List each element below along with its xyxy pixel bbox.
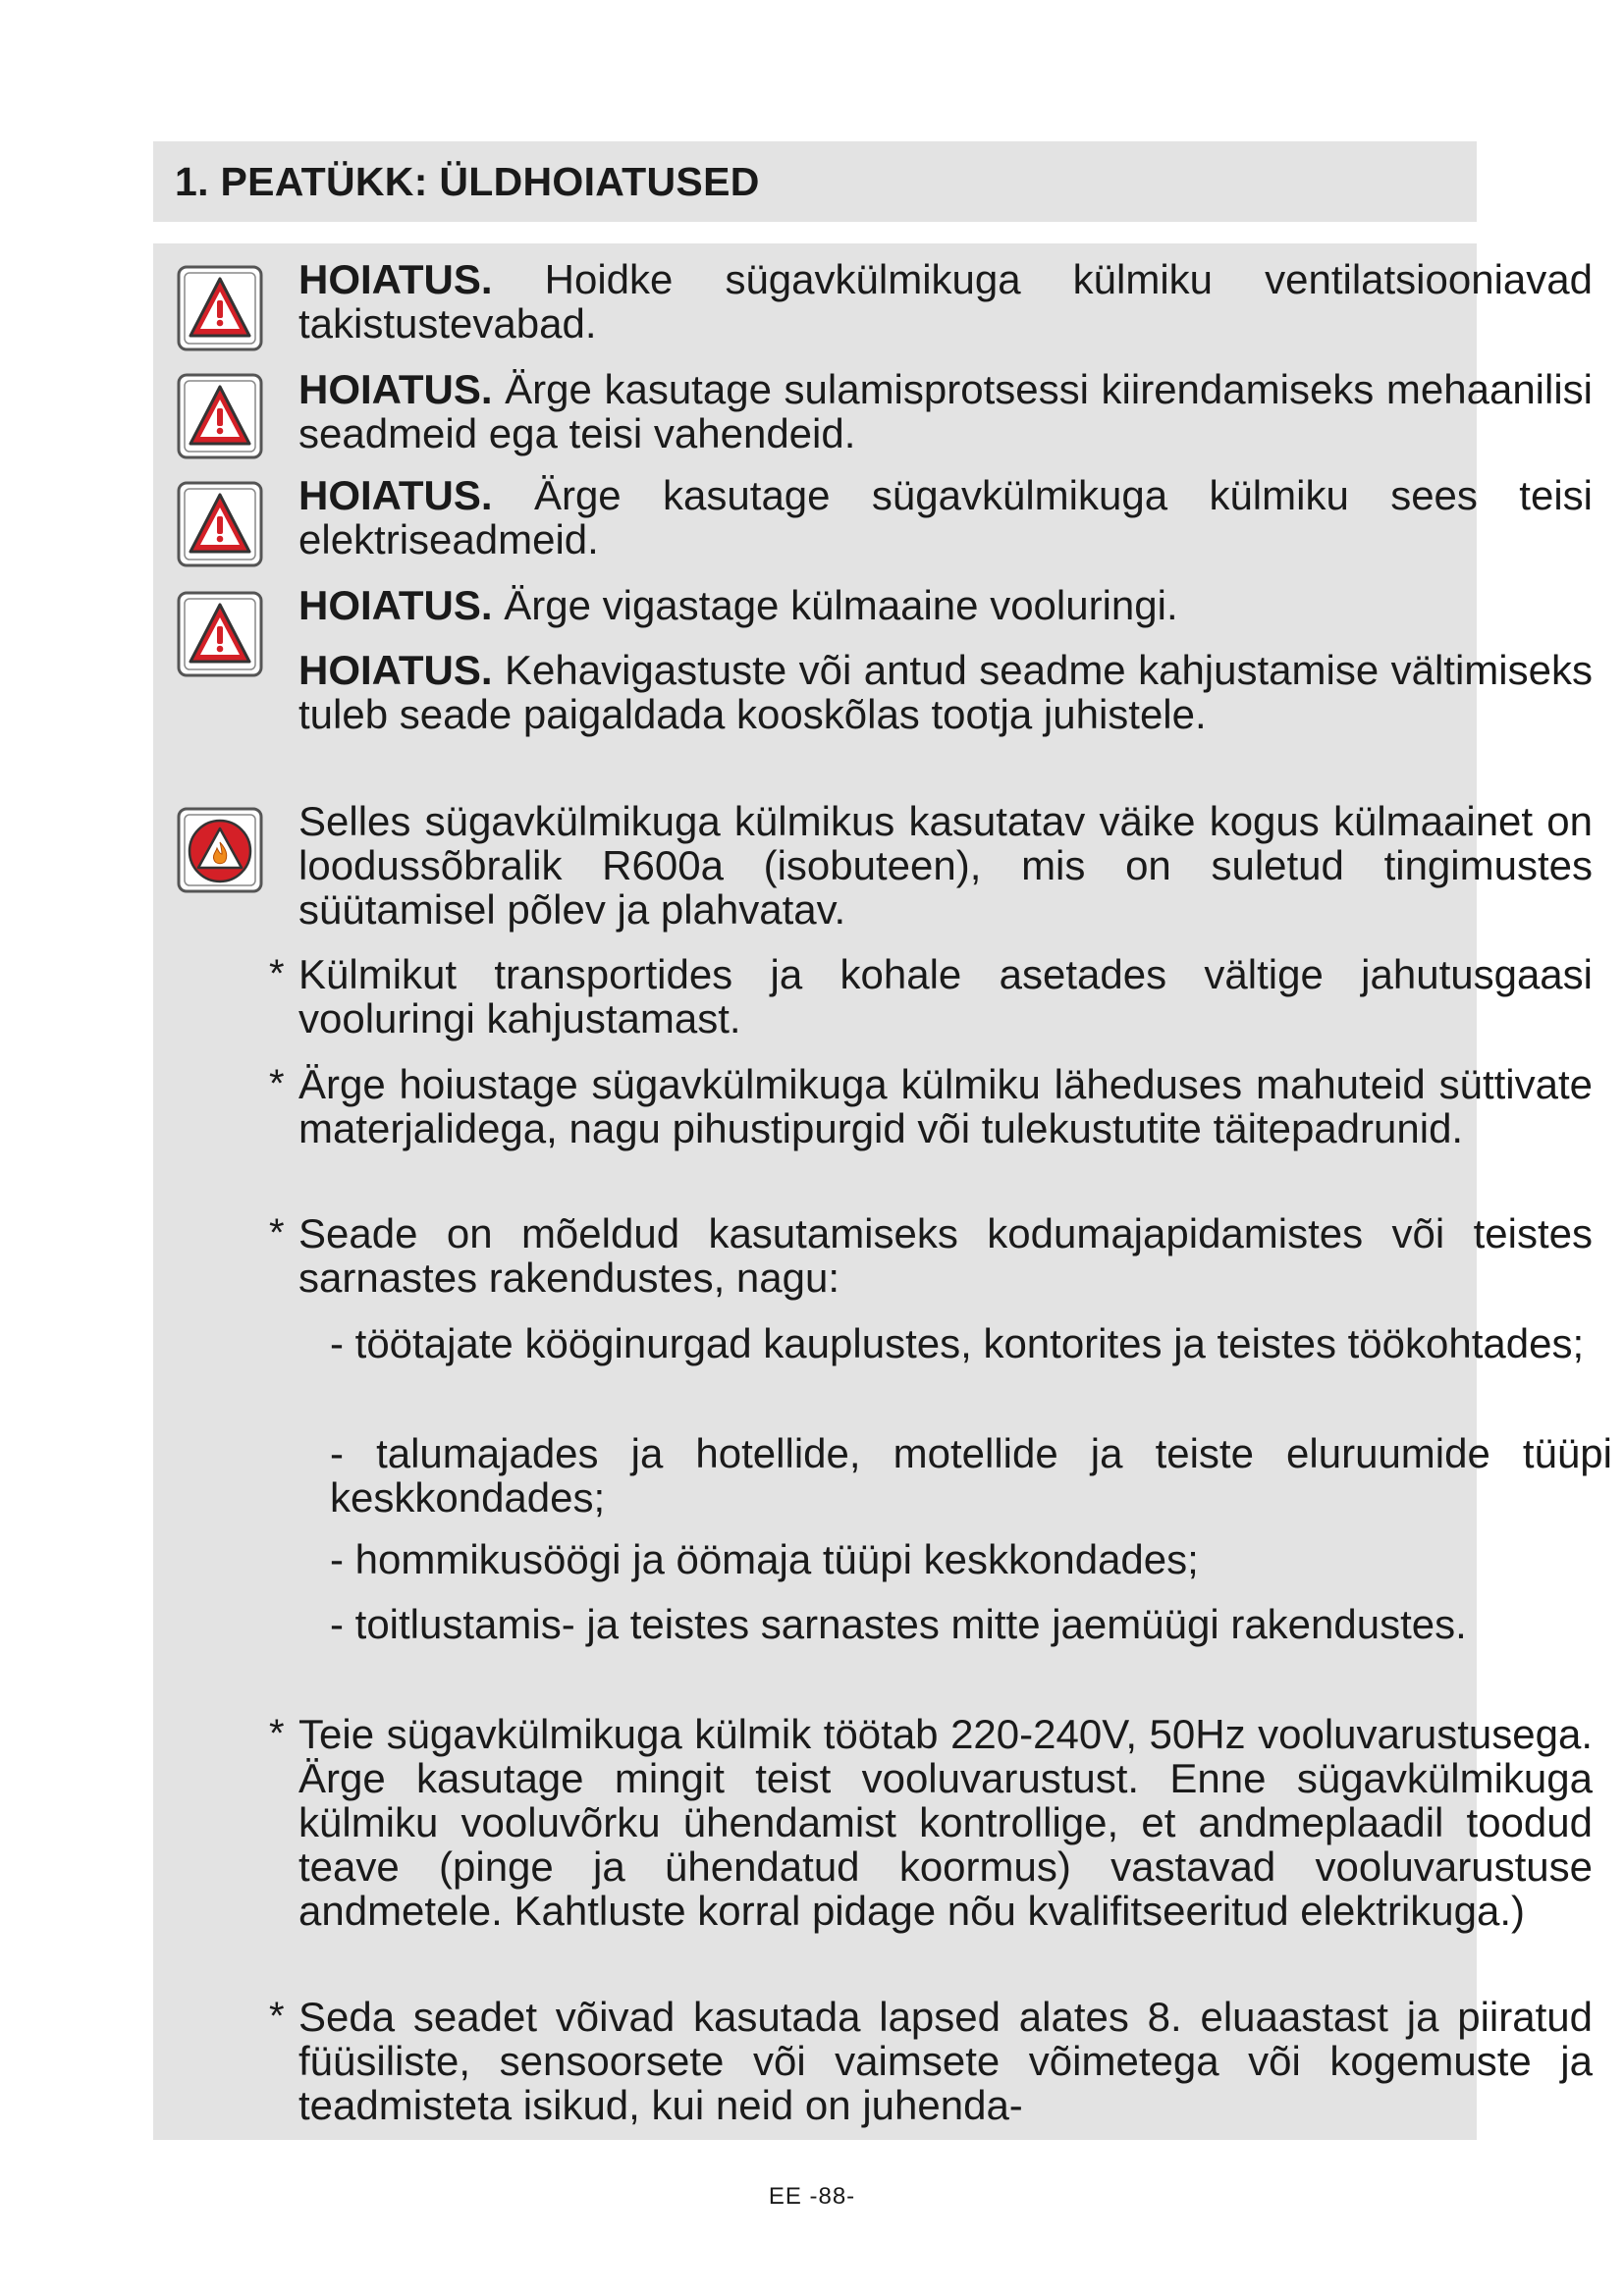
warning-text: Ärge kasutage sulamisprotsessi kiirendamiseks mehaanilisi seadmeid ega teisi vahendeid. bbox=[298, 366, 1593, 456]
bullet-item: Seda seadet võivad kasutada lapsed alates 8. eluaastast ja piiratud füüsiliste, sensoorsete või vaimsete võimetega või kogemuste ja teadmisteta isikud, kui neid on juhenda- bbox=[298, 1994, 1593, 2128]
bullet-item: Külmikut transportides ja kohale asetades vältige jahutusgaasi vooluringi kahjustamast. bbox=[298, 951, 1593, 1041]
warning-label: HOIATUS. bbox=[298, 647, 493, 693]
sub-list-item: - töötajate kööginurgad kauplustes, kontorites ja teistes töökohtades; bbox=[330, 1320, 1585, 1366]
bullet-marker: * bbox=[269, 1062, 285, 1105]
warnings-panel bbox=[153, 243, 1612, 2140]
flammable-warning-icon bbox=[177, 807, 263, 893]
bullet-marker: * bbox=[269, 1995, 285, 2038]
warning-label: HOIATUS. bbox=[298, 582, 493, 628]
warning-paragraph bbox=[298, 257, 1593, 346]
warning-paragraph bbox=[298, 648, 1593, 736]
warning-text: Hoidke sügavkülmikuga külmiku ventilatsiooniavad takistustevabad. bbox=[298, 256, 1593, 347]
warning-text: Ärge vigastage külmaaine vooluringi. bbox=[492, 582, 1178, 628]
sub-list-item: - toitlustamis- ja teistes sarnastes mitte jaemüügi rakendustes. bbox=[330, 1601, 1467, 1647]
warning-label: HOIATUS. bbox=[298, 256, 493, 302]
refrigerant-note: Selles sügavkülmikuga külmikus kasutatav väike kogus külmaainet on loodussõbralik R600a (isobuteen), mis on suletud tingimustes süütamisel põlev ja plahvatav. bbox=[298, 798, 1593, 933]
bullet-marker: * bbox=[269, 1211, 285, 1255]
warning-label: HOIATUS. bbox=[298, 472, 493, 518]
warning-triangle-icon bbox=[177, 373, 263, 459]
warning-paragraph bbox=[298, 583, 1593, 627]
warning-text: Kehavigastuste või antud seadme kahjustamise vältimiseks tuleb seade paigaldada kooskõlas tootja juhistele. bbox=[298, 647, 1593, 737]
warning-triangle-icon bbox=[177, 591, 263, 677]
chapter-header bbox=[153, 141, 1477, 222]
sub-list-item: - hommikusöögi ja öömaja tüüpi keskkondades; bbox=[330, 1536, 1199, 1582]
chapter-title: 1. PEATÜKK: ÜLDHOIATUSED bbox=[175, 158, 760, 204]
warning-triangle-icon bbox=[177, 265, 263, 351]
warning-triangle-icon bbox=[177, 481, 263, 567]
bullet-marker: * bbox=[269, 952, 285, 995]
page-number: EE -88- bbox=[768, 2183, 856, 2210]
bullet-item: Ärge hoiustage sügavkülmikuga külmiku läheduses mahuteid süttivate materjalidega, nagu pihustipurgid või tulekustutite täitepadrunid. bbox=[298, 1061, 1593, 1151]
sub-list-item: - talumajades ja hotellide, motellide ja teiste eluruumide tüüpi keskkondades; bbox=[330, 1430, 1612, 1521]
warning-paragraph bbox=[298, 367, 1593, 455]
bullet-marker: * bbox=[269, 1712, 285, 1755]
warning-paragraph bbox=[298, 473, 1593, 561]
warning-text: Ärge kasutage sügavkülmikuga külmiku sees teisi elektriseadmeid. bbox=[298, 472, 1593, 562]
warning-label: HOIATUS. bbox=[298, 366, 493, 412]
bullet-item: Teie sügavkülmikuga külmik töötab 220-240V, 50Hz vooluvarustusega. Ärge kasutage mingit teist vooluvarustust. Enne sügavkülmikuga külmiku vooluvõrku ühendamist kontrollige, et andmeplaadil toodud teave (pinge ja ühendatud koormus) vastavad vooluvarustuse andmetele. Kahtluste korral pidage nõu kvalifitseeritud elektrikuga.) bbox=[298, 1711, 1593, 1934]
bullet-item: Seade on mõeldud kasutamiseks kodumajapidamistes või teistes sarnastes rakendustes, nagu: bbox=[298, 1210, 1593, 1301]
